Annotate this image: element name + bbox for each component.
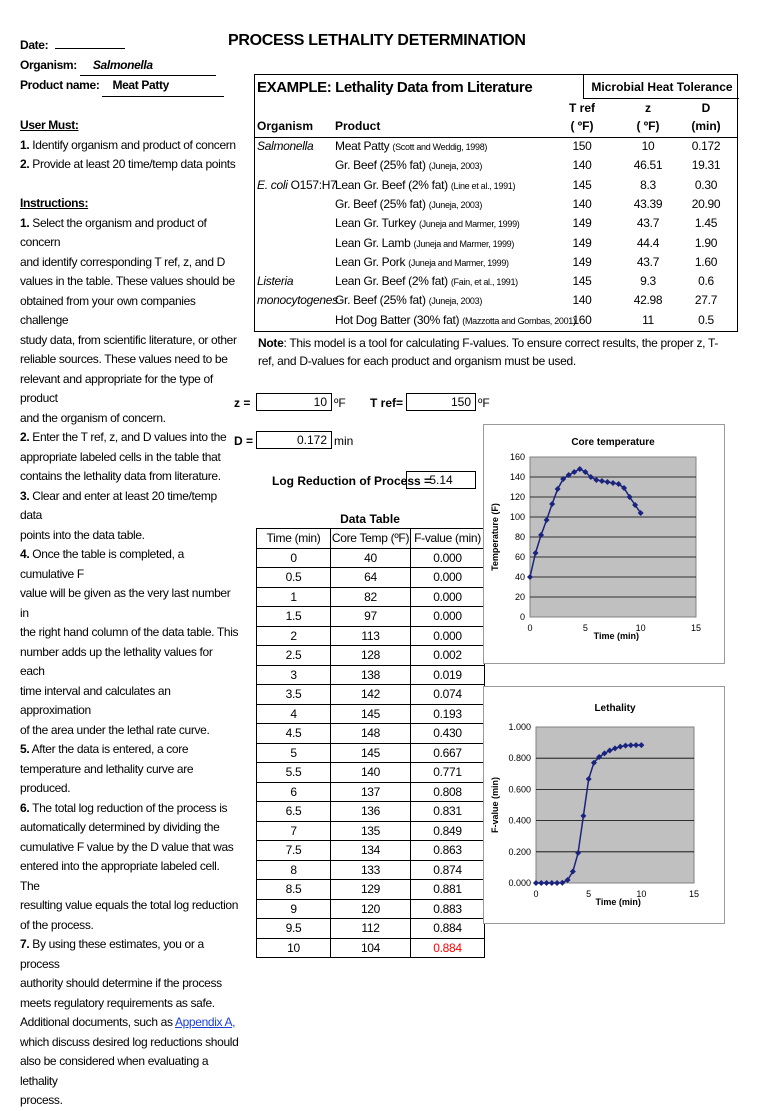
- note-label: Note: [258, 336, 284, 350]
- instructions-body: 1. Select the organism and product of concern and identify corresponding T ref, z, and D values in the table. These values should be obtained from your own companies challenge study data, from scientific literature, or other reliable sources. These values need to be relevant and appropriate for the type of product and the organism of concern. 2. Enter the T ref, z, and D values into the appropriate labeled cells in the table that contains the lethality data from literature. 3. Clear and enter at least 20 time/temp data points into the data table. 4. Once the table is completed, a cumulative F value will be given as the very last number in the right hand column of the data table. This number adds up the lethality values for each time interval and calculates an approximation of the area under the lethal rate curve. 5. After the data is entered, a core temperature and lethality curve are produced. 6. The total log reduction of the process is automatically determined by dividing the cumulative F value by the D value that was entered into the appropriate labeled cell. The resulting value equals the total log reduction of the process. 7. By using these estimates, you or a process authority should determine if the process meets regulatory requirements as safe. Additional documents, such as Appendix A, which discuss desired log reductions should also be considered when evaluating a lethality process.: [20, 215, 239, 1107]
- col-tref-unit: ( ºF): [570, 119, 594, 133]
- core-temp-cell[interactable]: 82: [331, 587, 411, 607]
- user-must-item: 2. Provide at least 20 time/temp data points: [20, 157, 236, 171]
- time-cell[interactable]: 3.5: [257, 685, 331, 705]
- time-cell[interactable]: 5.5: [257, 763, 331, 783]
- table-row: [257, 763, 485, 783]
- core-temp-cell[interactable]: 145: [331, 704, 411, 724]
- page-title: PROCESS LETHALITY DETERMINATION: [228, 32, 526, 49]
- date-row: [20, 36, 240, 56]
- z-cell: 43.39: [633, 196, 663, 211]
- core-temp-cell[interactable]: 113: [331, 626, 411, 646]
- z-cell: 43.7: [636, 254, 660, 269]
- product-cell: Gr. Beef (25% fat) (Juneja, 2003): [335, 293, 483, 308]
- col-time: Time (min): [257, 529, 331, 549]
- core-temp-cell[interactable]: 112: [331, 919, 411, 939]
- y-tick-label: 0.200: [508, 846, 531, 857]
- z-cell: 11: [642, 312, 654, 327]
- d-cell: 0.5: [698, 312, 714, 327]
- core-temp-cell[interactable]: 133: [331, 860, 411, 880]
- tref-input[interactable]: 150: [406, 393, 476, 411]
- f-value-cell: 0.884: [411, 938, 485, 958]
- tref-cell: 145: [572, 274, 592, 289]
- time-cell[interactable]: 9: [257, 899, 331, 919]
- literature-table: [254, 74, 738, 332]
- lethality-chart: [483, 686, 725, 924]
- product-cell: Lean Gr. Beef (2% fat) (Line et al., 1991): [335, 177, 516, 192]
- x-tick-label: 10: [636, 889, 647, 899]
- lethality-svg: [484, 687, 724, 923]
- f-value-cell: 0.000: [411, 626, 485, 646]
- chart-title: Lethality: [594, 703, 636, 714]
- appendix-a-link[interactable]: Appendix A,: [174, 1015, 236, 1029]
- core-temp-cell[interactable]: 129: [331, 880, 411, 900]
- time-cell[interactable]: 1: [257, 587, 331, 607]
- f-value-cell: 0.000: [411, 568, 485, 588]
- z-cell: 10: [641, 139, 655, 153]
- tref-cell: 160: [572, 312, 592, 327]
- x-tick-label: 0: [527, 623, 533, 633]
- f-value-cell: 0.193: [411, 704, 485, 724]
- product-field[interactable]: Meat Patty: [102, 76, 224, 97]
- col-organism: Organism: [257, 119, 314, 133]
- y-axis-label: Temperature (F): [490, 503, 500, 571]
- date-label: Date:: [20, 38, 49, 52]
- x-axis-label: Time (min): [595, 897, 641, 907]
- product-cell: Lean Gr. Lamb (Juneja and Marmer, 1999): [335, 235, 515, 250]
- f-value-cell: 0.808: [411, 782, 485, 802]
- z-input[interactable]: 10: [256, 393, 332, 411]
- d-cell: 0.6: [698, 274, 714, 289]
- x-tick-label: 15: [690, 623, 702, 633]
- f-value-cell: 0.667: [411, 743, 485, 763]
- time-cell[interactable]: 2.5: [257, 646, 331, 666]
- tref-cell: 149: [572, 254, 592, 269]
- data-table-title: Data Table: [340, 512, 400, 526]
- date-field[interactable]: [55, 48, 125, 49]
- table-row: [257, 938, 485, 958]
- time-cell[interactable]: 5: [257, 743, 331, 763]
- organism-label: Organism:: [20, 57, 77, 72]
- col-d: D: [701, 101, 711, 115]
- tref-cell: 145: [572, 177, 592, 192]
- data-table-header: [257, 529, 485, 549]
- col-tref: T ref: [568, 101, 595, 115]
- organism-field[interactable]: Salmonella: [80, 56, 216, 77]
- product-cell: Lean Gr. Turkey (Juneja and Marmer, 1999): [335, 216, 520, 231]
- f-value-cell: 0.831: [411, 802, 485, 822]
- y-tick-label: 0: [519, 612, 525, 622]
- time-cell[interactable]: 2: [257, 626, 331, 646]
- table-row: [257, 665, 485, 685]
- organism-cell: E. coli O157:H7: [257, 177, 337, 192]
- x-tick-label: 10: [635, 623, 646, 633]
- organism-cell: Listeria: [257, 274, 294, 289]
- organism-row: [20, 56, 240, 77]
- x-tick-label: 5: [582, 623, 588, 633]
- y-tick-label: 60: [514, 552, 525, 562]
- table-row: [257, 782, 485, 802]
- table-row: [257, 626, 485, 646]
- y-tick-label: 0.600: [508, 784, 531, 795]
- table-row: [257, 880, 485, 900]
- y-tick-label: 0.800: [508, 753, 531, 764]
- time-cell[interactable]: 3: [257, 665, 331, 685]
- microbial-heat-tolerance-header: Microbial Heat Tolerance: [583, 75, 739, 99]
- col-product: Product: [335, 119, 381, 133]
- user-must-heading: User Must:: [20, 118, 79, 132]
- time-cell[interactable]: 4.5: [257, 724, 331, 744]
- table-row: [257, 587, 485, 607]
- y-tick-label: 160: [509, 452, 525, 462]
- core-temperature-svg: [484, 425, 724, 663]
- tref-unit: ºF: [478, 396, 490, 410]
- product-cell: Lean Gr. Pork (Juneja and Marmer, 1999): [335, 254, 509, 269]
- y-tick-label: 0.000: [508, 878, 531, 888]
- y-tick-label: 40: [514, 572, 525, 582]
- table-row: [257, 704, 485, 724]
- core-temp-cell[interactable]: 142: [331, 685, 411, 705]
- time-cell[interactable]: 7: [257, 821, 331, 841]
- table-row: [257, 743, 485, 763]
- time-cell[interactable]: 0: [257, 548, 331, 568]
- core-temp-cell[interactable]: 40: [331, 548, 411, 568]
- y-tick-label: 140: [509, 472, 525, 482]
- organism-cell: Salmonella: [257, 139, 314, 153]
- x-tick-label: 5: [586, 889, 592, 899]
- literature-title: EXAMPLE: Lethality Data from Literature: [257, 79, 533, 96]
- core-temp-cell[interactable]: 97: [331, 607, 411, 627]
- y-tick-label: 100: [509, 512, 525, 522]
- z-unit: ºF: [334, 396, 346, 410]
- tref-cell: 140: [572, 293, 592, 308]
- core-temp-cell[interactable]: 104: [331, 938, 411, 958]
- note: [258, 334, 728, 370]
- product-cell: Gr. Beef (25% fat) (Juneja, 2003): [335, 158, 483, 173]
- product-row: [20, 76, 240, 97]
- table-row: [257, 899, 485, 919]
- time-cell[interactable]: 9.5: [257, 919, 331, 939]
- log-reduction-value: 5.14: [406, 471, 476, 489]
- tref-cell: 149: [572, 216, 592, 231]
- f-value-cell: 0.019: [411, 665, 485, 685]
- f-value-cell: 0.000: [411, 587, 485, 607]
- d-cell: 1.60: [694, 254, 718, 269]
- z-cell: 46.51: [633, 158, 663, 173]
- y-axis-label: F-value (min): [490, 776, 500, 834]
- core-temp-cell[interactable]: 137: [331, 782, 411, 802]
- core-temp-cell[interactable]: 134: [331, 841, 411, 861]
- log-reduction-label: Log Reduction of Process =: [272, 474, 432, 488]
- table-row: [257, 860, 485, 880]
- y-tick-label: 120: [509, 492, 525, 502]
- f-value-cell: 0.874: [411, 860, 485, 880]
- product-cell: Meat Patty (Scott and Weddig, 1998): [335, 139, 488, 153]
- core-temp-cell[interactable]: 148: [331, 724, 411, 744]
- time-cell[interactable]: 1.5: [257, 607, 331, 627]
- f-value-cell: 0.430: [411, 724, 485, 744]
- core-temp-cell[interactable]: 140: [331, 763, 411, 783]
- z-cell: 44.4: [636, 235, 660, 250]
- table-row: [257, 841, 485, 861]
- user-must-item: 1. Identify organism and product of concern: [20, 137, 236, 152]
- table-row: [257, 919, 485, 939]
- d-cell: 20.90: [691, 196, 721, 211]
- core-temp-cell[interactable]: 136: [331, 802, 411, 822]
- col-d-unit: (min): [691, 119, 721, 133]
- y-tick-label: 0.400: [508, 815, 531, 826]
- time-cell[interactable]: 8: [257, 860, 331, 880]
- product-label: Product name:: [20, 78, 100, 92]
- time-cell[interactable]: 0.5: [257, 568, 331, 588]
- d-cell: 0.30: [694, 177, 718, 192]
- time-cell[interactable]: 6: [257, 782, 331, 802]
- d-unit: min: [334, 434, 354, 448]
- x-tick-label: 0: [533, 889, 539, 899]
- f-value-cell: 0.863: [411, 841, 485, 861]
- f-value-cell: 0.000: [411, 607, 485, 627]
- time-cell[interactable]: 4: [257, 704, 331, 724]
- table-row: [257, 724, 485, 744]
- table-row: [257, 685, 485, 705]
- f-value-cell: 0.074: [411, 685, 485, 705]
- z-label: z =: [234, 396, 251, 410]
- table-row: [257, 646, 485, 666]
- f-value-cell: 0.002: [411, 646, 485, 666]
- time-cell[interactable]: 7.5: [257, 841, 331, 861]
- x-tick-label: 15: [688, 889, 700, 899]
- tref-label: T ref=: [370, 396, 404, 410]
- f-value-cell: 0.000: [411, 548, 485, 568]
- product-cell: Lean Gr. Beef (2% fat) (Fain, et al., 1991): [335, 274, 518, 289]
- core-temp-cell[interactable]: 138: [331, 665, 411, 685]
- product-cell: Hot Dog Batter (30% fat) (Mazzotta and Gombas, 2001): [335, 312, 576, 327]
- f-value-cell: 0.883: [411, 899, 485, 919]
- d-cell: 27.7: [694, 293, 718, 308]
- f-value-cell: 0.849: [411, 821, 485, 841]
- table-row: [257, 802, 485, 822]
- core-temp-cell[interactable]: 64: [331, 568, 411, 588]
- d-cell: 1.45: [694, 216, 718, 231]
- z-cell: 9.3: [640, 274, 656, 289]
- core-temp-cell[interactable]: 120: [331, 899, 411, 919]
- core-temp-cell[interactable]: 135: [331, 821, 411, 841]
- table-row: [257, 568, 485, 588]
- y-tick-label: 1.000: [508, 722, 531, 732]
- table-row: [257, 821, 485, 841]
- z-cell: 43.7: [636, 216, 660, 231]
- d-cell: 0.172: [691, 139, 721, 153]
- d-label: D =: [234, 434, 254, 448]
- f-value-cell: 0.881: [411, 880, 485, 900]
- tref-cell: 149: [572, 235, 592, 250]
- col-f-value: F-value (min): [411, 529, 485, 549]
- core-temp-cell[interactable]: 128: [331, 646, 411, 666]
- x-axis-label: Time (min): [593, 631, 639, 641]
- chart-title: Core temperature: [571, 437, 655, 448]
- tref-cell: 140: [572, 196, 592, 211]
- time-cell[interactable]: 10: [257, 938, 331, 958]
- instructions-heading: Instructions:: [20, 196, 89, 210]
- d-cell: 19.31: [691, 158, 721, 173]
- col-z: z: [645, 101, 651, 115]
- tref-cell: 140: [572, 158, 592, 173]
- d-cell: 1.90: [694, 235, 718, 250]
- col-core-temp: Core Temp (ºF): [331, 529, 411, 549]
- core-temperature-chart: [483, 424, 725, 664]
- z-cell: 8.3: [640, 177, 656, 192]
- table-row: [257, 607, 485, 627]
- col-z-unit: ( ºF): [636, 119, 660, 133]
- core-temp-cell[interactable]: 145: [331, 743, 411, 763]
- z-cell: 42.98: [633, 293, 663, 308]
- product-cell: Gr. Beef (25% fat) (Juneja, 2003): [335, 196, 483, 211]
- table-row: [257, 548, 485, 568]
- f-value-cell: 0.771: [411, 763, 485, 783]
- y-tick-label: 20: [514, 592, 525, 602]
- header-divider: [255, 137, 737, 138]
- f-value-cell: 0.884: [411, 919, 485, 939]
- note-text: : This model is a tool for calculating F-values. To ensure correct results, the proper z, T-ref, and D-values for each product and organism must be used.: [258, 336, 719, 368]
- tref-cell: 150: [572, 139, 592, 153]
- data-table: [256, 528, 485, 958]
- organism-cell: monocytogenes: [257, 293, 338, 308]
- left-column: [20, 36, 240, 1111]
- time-cell[interactable]: 6.5: [257, 802, 331, 822]
- y-tick-label: 80: [514, 532, 525, 542]
- d-input[interactable]: 0.172: [256, 431, 332, 449]
- time-cell[interactable]: 8.5: [257, 880, 331, 900]
